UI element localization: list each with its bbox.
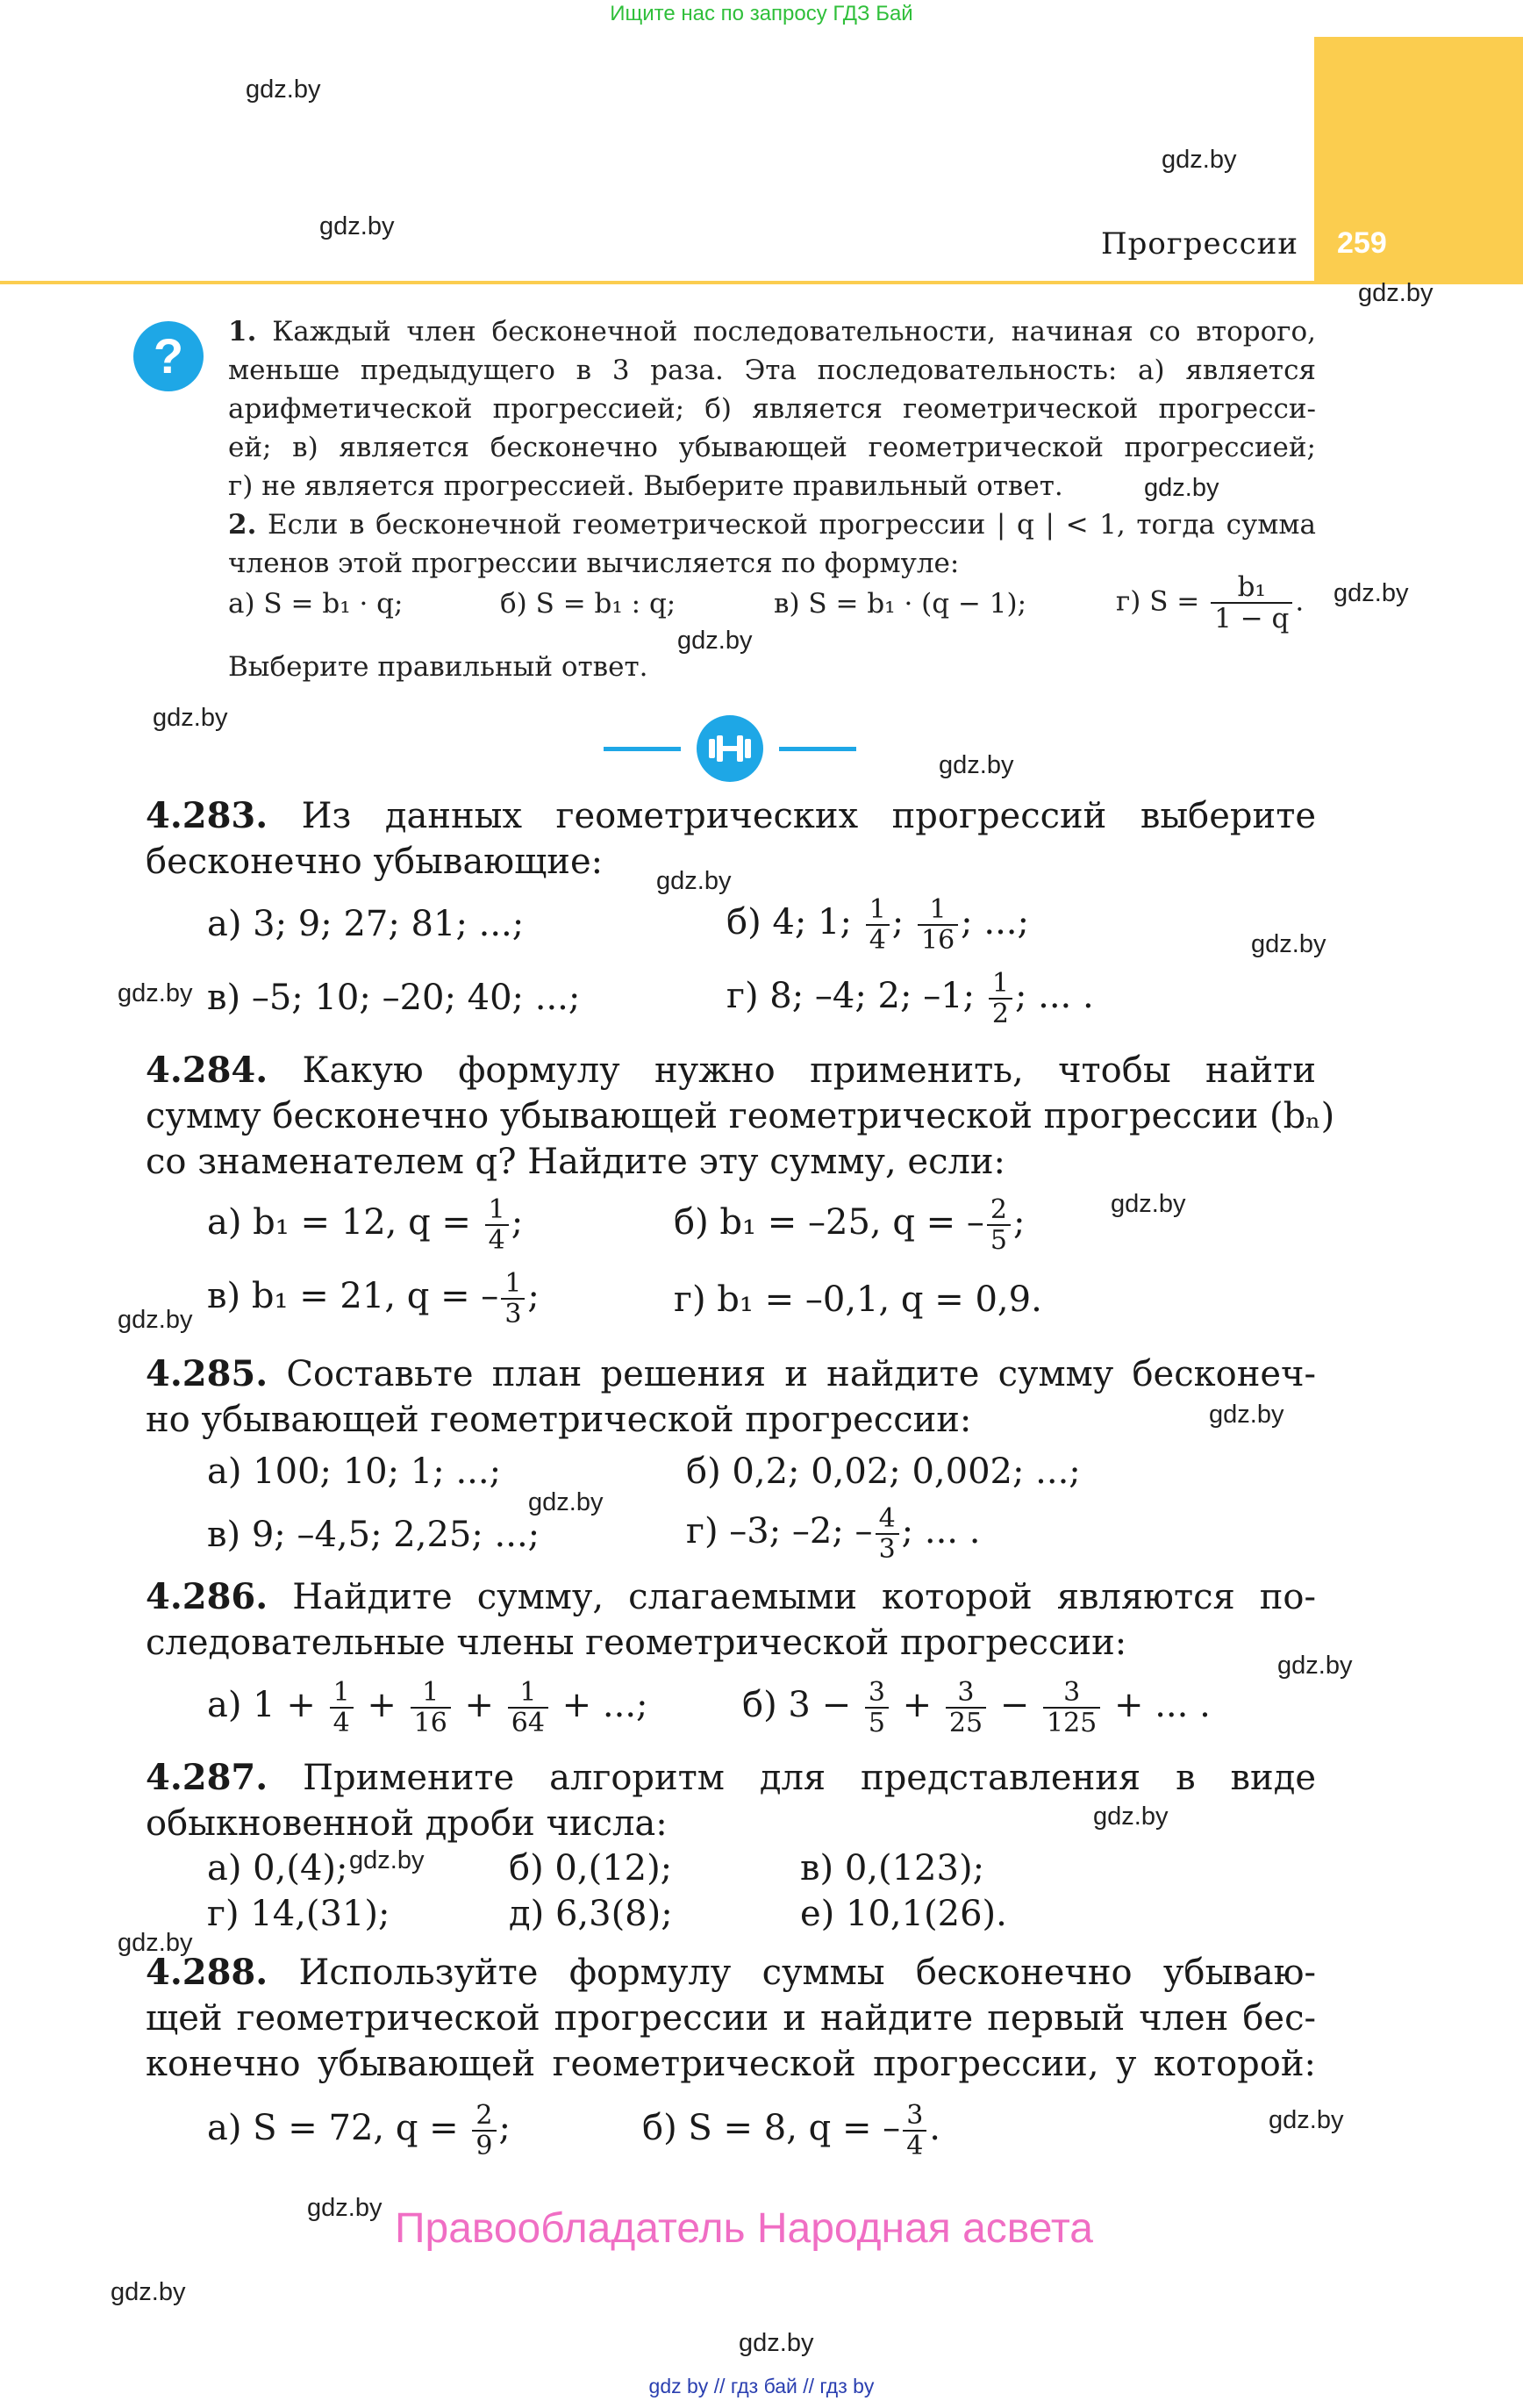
question-2-line: 2. Если в бесконечной геометрической прогрессии | q | < 1, тогда сумма <box>228 509 1316 541</box>
exercise-4-283-a: а) 3; 9; 27; 81; ...; <box>207 904 525 944</box>
exercise-4-284-a: а) b₁ = 12, q = $\frac{1}{4}$ ; <box>207 1194 524 1256</box>
exercise-4-288-a: а) S = 72, q = $\frac{2}{9}$ ; <box>207 2100 511 2161</box>
exercise-4-283-b: б) 4; 1; $\frac{1}{4}$ ; $\frac{1}{16}$ ; ...; <box>726 894 1029 956</box>
exercise-4-286-a: а) 1 + $\frac{1}{4}$ + $\frac{1}{16}$ + $\frac{1}{64}$ + ...; <box>207 1677 648 1738</box>
exercise-4-286-line: следовательные члены геометрической прогрессии: <box>146 1623 1127 1663</box>
top-banner[interactable]: Ищите нас по запросу ГДЗ Бай <box>610 2 913 25</box>
question-1-line: ей; в) является бесконечно убывающей геометрической прогрессией; <box>228 432 1316 463</box>
exercise-4-284-line: 4.284. Какую формулу нужно применить, чтобы найти <box>146 1050 1316 1091</box>
divider-line <box>779 747 856 751</box>
exercise-4-288-line: конечно убывающей геометрической прогрессии, у которой: <box>146 2044 1316 2084</box>
exercise-4-287-line: 4.287. Примените алгоритм для представления в виде <box>146 1757 1317 1798</box>
page-number: 259 <box>1337 226 1387 260</box>
exercise-4-287-item: в) 0,(123); <box>800 1848 985 1888</box>
watermark: gdz.by <box>1209 1401 1284 1429</box>
exercise-4-285-line: но убывающей геометрической прогрессии: <box>146 1400 972 1440</box>
watermark: gdz.by <box>1162 146 1237 174</box>
watermark: gdz.by <box>1251 930 1326 958</box>
exercise-4-285-g: г) –3; –2; – $\frac{4}{3}$ ; ... . <box>686 1503 981 1565</box>
question-1-line: 1. Каждый член бесконечной последовательности, начиная со второго, <box>228 316 1316 348</box>
question-1-line: г) не является прогрессией. Выберите правильный ответ. <box>228 470 1063 502</box>
watermark: gdz.by <box>1358 279 1434 307</box>
exercise-4-283-line: бесконечно убывающие: <box>146 842 604 882</box>
header-rule <box>0 281 1523 284</box>
question-2-option-v: в) S = b₁ · (q − 1); <box>774 588 1027 620</box>
question-2-option-b: б) S = b₁ : q; <box>500 588 676 620</box>
watermark: gdz.by <box>1277 1652 1353 1680</box>
watermark: gdz.by <box>118 1929 193 1957</box>
exercise-4-288-line: щей геометрической прогрессии и найдите первый член бес- <box>146 1998 1316 2039</box>
question-2-option-a: а) S = b₁ · q; <box>228 588 404 620</box>
question-2-option-g: г) S = $\frac{\text{b₁}}{1 - q}$ . <box>1116 571 1305 635</box>
exercise-4-285-b: б) 0,2; 0,02; 0,002; ...; <box>686 1451 1081 1492</box>
exercise-4-287-item: б) 0,(12); <box>509 1848 673 1888</box>
watermark: gdz.by <box>1334 579 1409 607</box>
exercise-4-287-item: г) 14,(31); <box>207 1894 390 1934</box>
watermark: gdz.by <box>939 751 1014 779</box>
exercise-4-284-g: г) b₁ = –0,1, q = 0,9. <box>674 1279 1042 1320</box>
exercise-4-284-line: сумму бесконечно убывающей геометрической прогрессии (bₙ) <box>146 1096 1335 1136</box>
dumbbell-icon <box>697 715 763 782</box>
question-2-line: членов этой прогрессии вычисляется по формуле: <box>228 548 960 579</box>
exercise-4-286-b: б) 3 − $\frac{3}{5}$ + $\frac{3}{25}$ − $\frac{3}{125}$ + ... . <box>742 1677 1211 1738</box>
watermark: gdz.by <box>1111 1190 1186 1218</box>
exercise-4-287-item: д) 6,3(8); <box>509 1894 673 1934</box>
exercise-4-287-item: а) 0,(4); <box>207 1848 348 1888</box>
question-icon: ? <box>133 321 204 391</box>
exercise-4-287-item: е) 10,1(26). <box>800 1894 1007 1934</box>
exercise-4-284-b: б) b₁ = –25, q = – $\frac{2}{5}$ ; <box>674 1194 1026 1256</box>
watermark: gdz.by <box>677 627 753 655</box>
running-head: Прогрессии <box>1101 226 1298 262</box>
question-1-line: меньше предыдущего в 3 раза. Эта последовательность: а) является <box>228 355 1316 386</box>
exercise-4-283-v: в) –5; 10; –20; 40; ...; <box>207 978 581 1018</box>
exercise-4-283-g: г) 8; –4; 2; –1; $\frac{1}{2}$ ; ... . <box>726 968 1094 1029</box>
watermark: gdz.by <box>1144 474 1219 502</box>
divider-line <box>604 747 681 751</box>
watermark: gdz.by <box>118 1306 193 1334</box>
exercise-4-288-line: 4.288. Используйте формулу суммы бесконечно убываю- <box>146 1952 1316 1993</box>
footer-links[interactable]: gdz by // гдз бай // гдз by <box>648 2375 875 2397</box>
exercise-4-285-v: в) 9; –4,5; 2,25; ...; <box>207 1515 540 1555</box>
exercise-4-288-b: б) S = 8, q = – $\frac{3}{4}$ . <box>642 2100 940 2161</box>
exercise-4-286-line: 4.286. Найдите сумму, слагаемыми которой являются по- <box>146 1576 1316 1617</box>
watermark: gdz.by <box>739 2329 814 2357</box>
watermark: gdz.by <box>153 704 228 732</box>
exercise-4-284-v: в) b₁ = 21, q = – $\frac{1}{3}$ ; <box>207 1268 540 1329</box>
watermark: gdz.by <box>307 2194 383 2222</box>
watermark: gdz.by <box>319 212 395 240</box>
watermark: gdz.by <box>349 1846 425 1874</box>
exercise-4-285-line: 4.285. Составьте план решения и найдите сумму бесконеч- <box>146 1353 1317 1394</box>
watermark: gdz.by <box>1093 1802 1169 1831</box>
copyright-notice: Правообладатель Народная асвета <box>395 2205 1093 2252</box>
exercise-4-287-line: обыкновенной дроби числа: <box>146 1803 668 1844</box>
question-1-line: арифметической прогрессией; б) является геометрической прогресси- <box>228 393 1316 425</box>
watermark: gdz.by <box>656 867 732 895</box>
watermark: gdz.by <box>111 2278 186 2306</box>
watermark: gdz.by <box>118 979 193 1007</box>
watermark: gdz.by <box>1269 2106 1344 2134</box>
exercise-4-283-line: 4.283. Из данных геометрических прогрессий выберите <box>146 795 1316 836</box>
watermark: gdz.by <box>246 75 321 104</box>
exercise-4-285-a: а) 100; 10; 1; ...; <box>207 1451 502 1492</box>
exercise-4-284-line: со знаменателем q? Найдите эту сумму, если: <box>146 1142 1006 1182</box>
watermark: gdz.by <box>528 1488 604 1516</box>
question-2-tail: Выберите правильный ответ. <box>228 651 648 683</box>
